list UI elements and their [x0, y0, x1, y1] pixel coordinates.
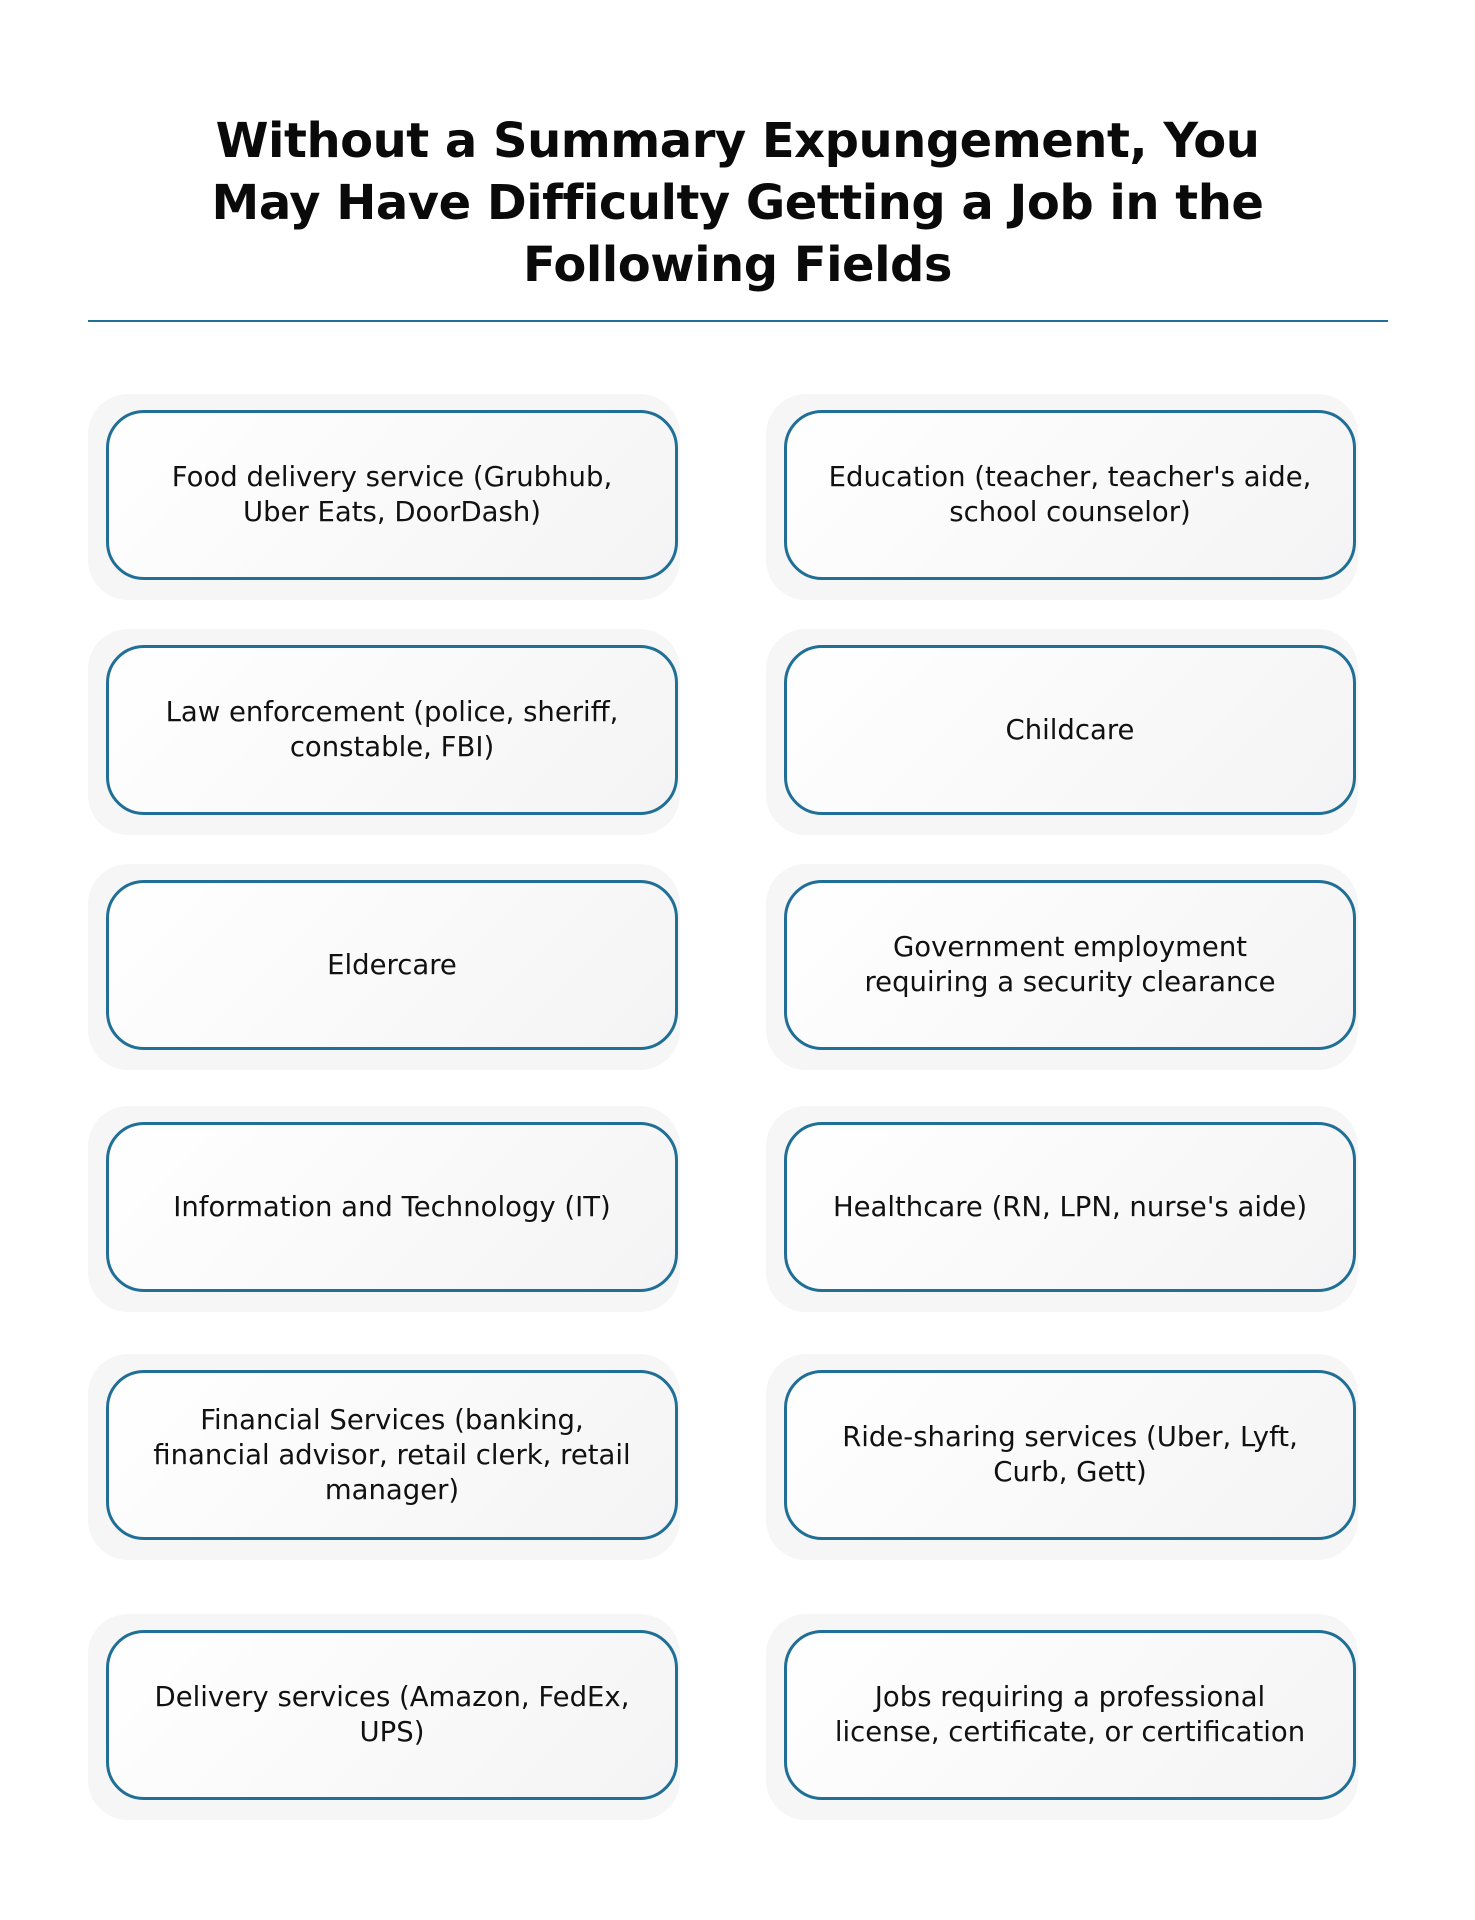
- field-card: [106, 1122, 678, 1292]
- field-card-container: [88, 1614, 680, 1820]
- field-card: [106, 1370, 678, 1540]
- field-card: [106, 410, 678, 580]
- field-card-text: Food delivery service (Grubhub, Uber Eats, DoorDash): [171, 461, 613, 528]
- field-card: [106, 645, 678, 815]
- field-card-text: Government employment requiring a security clearance: [864, 931, 1276, 998]
- field-card: [784, 1630, 1356, 1800]
- field-card-container: [766, 629, 1358, 835]
- page-title-line: Following Fields: [523, 237, 952, 294]
- field-card-text: Information and Technology (IT): [173, 1190, 611, 1223]
- field-card: [784, 1370, 1356, 1540]
- field-card: [784, 410, 1356, 580]
- field-card-container: [88, 394, 680, 600]
- page-title-line: May Have Difficulty Getting a Job in the: [211, 175, 1264, 232]
- page-title: [0, 110, 1475, 296]
- field-card-container: [766, 1354, 1358, 1560]
- field-card-text: Eldercare: [327, 948, 457, 981]
- field-card: [106, 880, 678, 1050]
- field-card: [106, 1630, 678, 1800]
- field-card-container: [766, 1106, 1358, 1312]
- field-card-text: Childcare: [1005, 713, 1135, 746]
- field-card-text: Ride-sharing services (Uber, Lyft, Curb, Gett): [842, 1421, 1298, 1488]
- field-card-text: Healthcare (RN, LPN, nurse's aide): [832, 1190, 1308, 1223]
- field-card: [784, 880, 1356, 1050]
- field-card-text: Education (teacher, teacher's aide, school counselor): [828, 461, 1312, 528]
- field-card: [784, 1122, 1356, 1292]
- field-card-text: Financial Services (banking, financial advisor, retail clerk, retail manager): [153, 1403, 631, 1506]
- field-card-container: [766, 1614, 1358, 1820]
- field-card-container: [766, 394, 1358, 600]
- field-card-text: Delivery services (Amazon, FedEx, UPS): [154, 1681, 630, 1748]
- field-card-container: [88, 1106, 680, 1312]
- field-card-container: [88, 864, 680, 1070]
- field-card-container: [766, 864, 1358, 1070]
- title-divider: [88, 320, 1388, 322]
- field-card: [784, 645, 1356, 815]
- field-card-text: Law enforcement (police, sheriff, constable, FBI): [165, 696, 619, 763]
- field-card-container: [88, 1354, 680, 1560]
- field-card-container: [88, 629, 680, 835]
- page-title-line: Without a Summary Expungement, You: [215, 113, 1260, 170]
- field-card-text: Jobs requiring a professional license, certificate, or certification: [834, 1681, 1306, 1748]
